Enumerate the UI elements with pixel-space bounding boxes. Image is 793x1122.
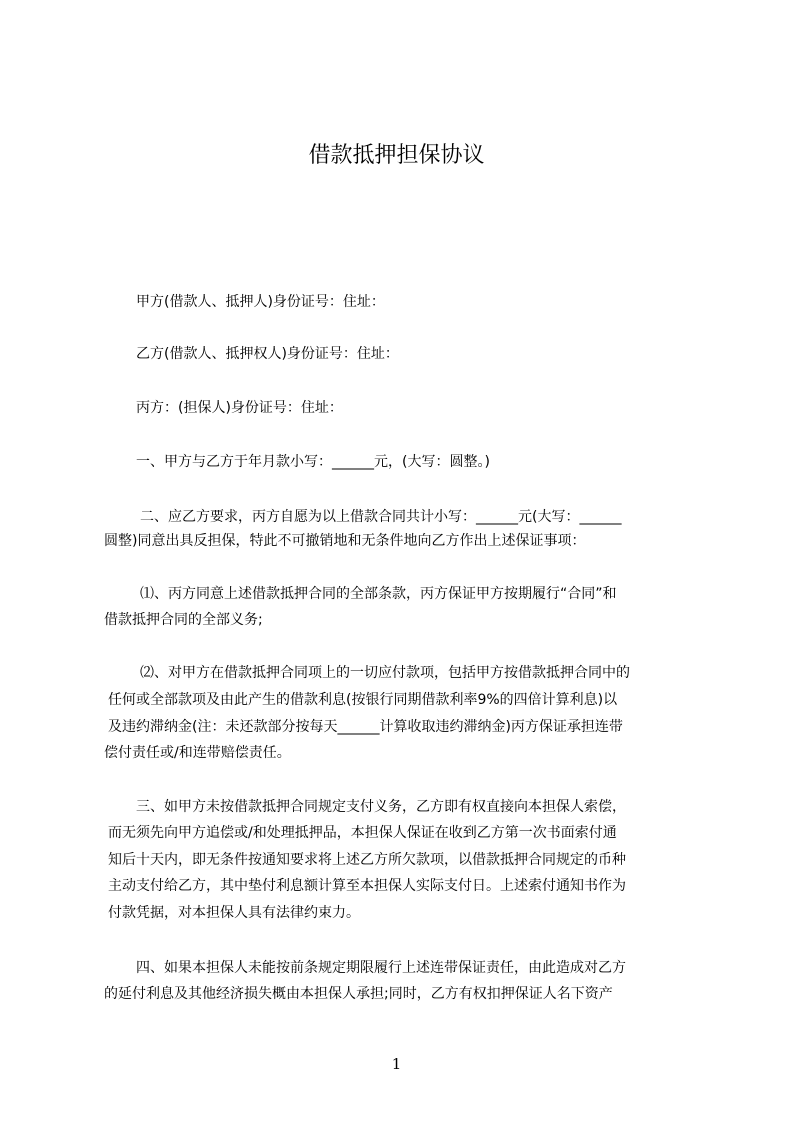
item-2-line-1: ⑵、对甲方在借款抵押合同项上的一切应付款项，包括甲方按借款抵押合同中的 <box>140 665 630 681</box>
item-2-line-4: 偿付责任或/和连带赔偿责任。 <box>104 745 291 761</box>
party-a-line: 甲方(借款人、抵押人)身份证号：住址： <box>136 294 385 310</box>
party-b-line: 乙方(借款人、抵押权人)身份证号：住址： <box>136 346 399 362</box>
party-c-line: 丙方：(担保人)身份证号：住址： <box>136 400 343 416</box>
clause-3-line-2: 而无须先向甲方追偿或/和处理抵押品，本担保人保证在收到乙方第一次书面索付通 <box>108 825 617 841</box>
clause-3-line-5: 付款凭据，对本担保人具有法律约束力。 <box>108 905 360 921</box>
item-1-line-2: 借款抵押合同的全部义务; <box>104 612 263 628</box>
item-1-line-1: ⑴、丙方同意上述借款抵押合同的全部条款，丙方保证甲方按期履行“合同”和 <box>140 586 617 602</box>
clause-3-line-1: 三、如甲方未按借款抵押合同规定支付义务，乙方即有权直接向本担保人索偿， <box>136 799 626 815</box>
clause-2-line-1: 二、应乙方要求，丙方自愿为以上借款合同共计小写：______元(大写：______ <box>140 509 622 525</box>
clause-1-line: 一、甲方与乙方于年月款小写：______元，(大写：圆整。) <box>136 454 490 470</box>
item-2-line-2: 任何或全部款项及由此产生的借款利息(按银行同期借款利率9%的四倍计算利息)以 <box>108 692 618 708</box>
document-title: 借款抵押担保协议 <box>308 143 485 168</box>
clause-4-line-1: 四、如果本担保人未能按前条规定期限履行上述连带保证责任，由此造成对乙方 <box>136 960 626 976</box>
clause-4-line-2: 的延付利息及其他经济损失概由本担保人承担;同时，乙方有权扣押保证人名下资产 <box>104 986 613 1002</box>
page-number: 1 <box>391 1055 402 1073</box>
clause-2-line-2: 圆整)同意出具反担保，特此不可撤销地和无条件地向乙方作出上述保证事项： <box>104 533 586 549</box>
clause-3-line-4: 主动支付给乙方，其中垫付利息额计算至本担保人实际支付日。上述索付通知书作为 <box>108 878 626 894</box>
item-2-line-3: 及违约滞纳金(注：未还款部分按每天______计算收取违约滞纳金)丙方保证承担连带 <box>108 719 623 735</box>
clause-3-line-3: 知后十天内，即无条件按通知要求将上述乙方所欠款项，以借款抵押合同规定的币种 <box>108 852 626 868</box>
